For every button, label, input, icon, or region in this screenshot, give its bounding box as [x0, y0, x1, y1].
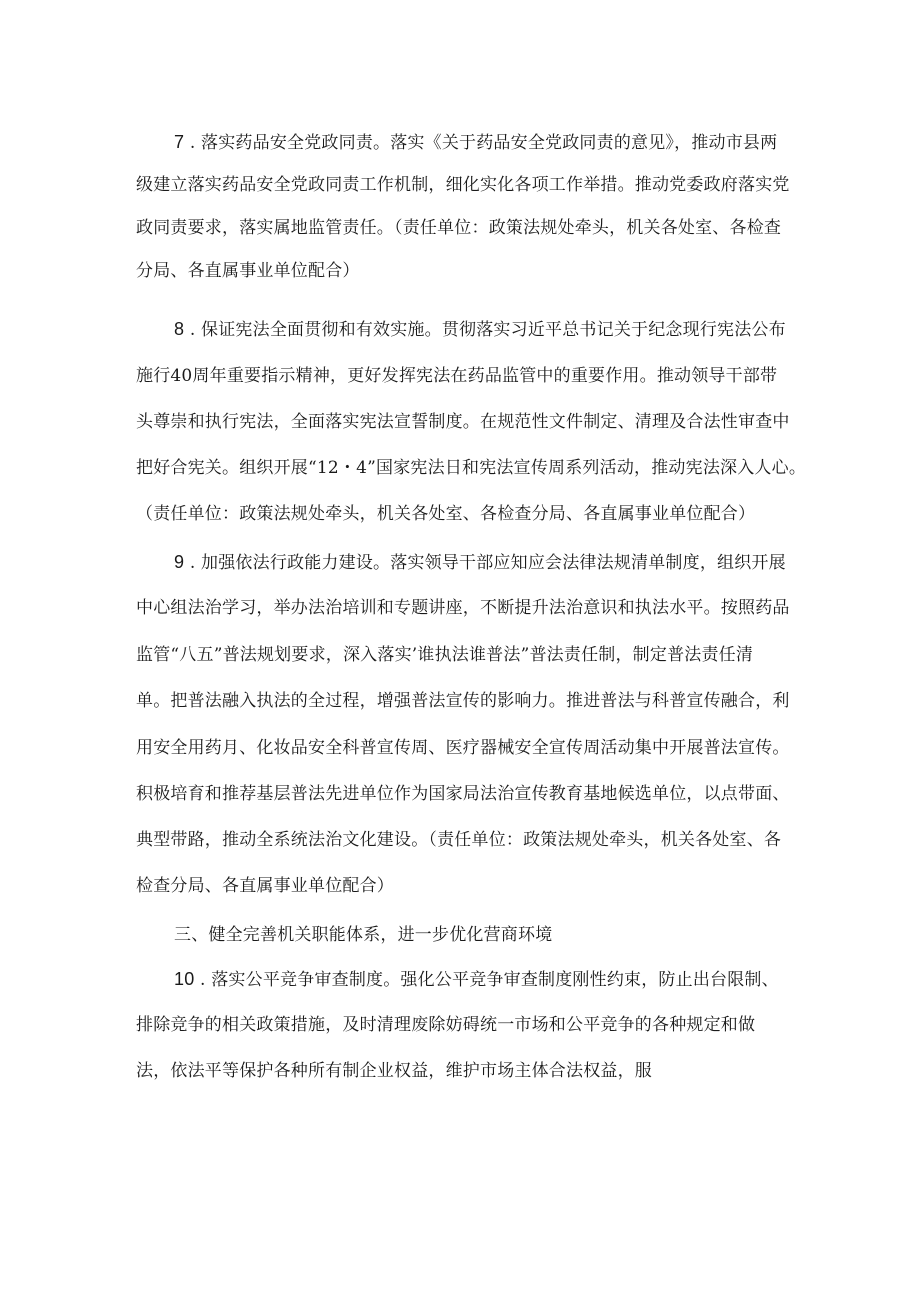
paragraph-text: . 落实公平竞争审查制度。强化公平竞争审查制度刚性约束，防止出台限制、 [194, 970, 779, 990]
item-7-line-4: 分局、各直属事业单位配合） [136, 261, 360, 281]
item-9-line-6: 积极培育和推荐基层普法先进单位作为国家局法治宣传教育基地候选单位，以点带面、 [136, 784, 790, 804]
paragraph-text: . 落实药品安全党政同责。落实《关于药品安全党政同责的意见》，推动市县两 [184, 133, 778, 153]
item-10-line-3: 法，依法平等保护各种所有制企业权益，维护市场主体合法权益，服 [136, 1061, 652, 1081]
item-8-line-4: 把好合宪关。组织开展“12・4”国家宪法日和宪法宣传周系列活动，推动宪法深入人心。 [136, 458, 807, 478]
item-8-line-2: 施行40周年重要指示精神，更好发挥宪法在药品监管中的重要作用。推动领导干部带 [136, 366, 778, 386]
item-9-line-2: 中心组法治学习，举办法治培训和专题讲座，不断提升法治意识和执法水平。按照药品 [136, 598, 790, 618]
item-9-line-7: 典型带路，推动全系统法治文化建设。（责任单位：政策法规处牵头，机关各处室、各 [136, 830, 782, 850]
item-7-line-2: 级建立落实药品安全党政同责工作机制，细化实化各项工作举措。推动党委政府落实党 [136, 175, 790, 195]
item-8-line-3: 头尊崇和执行宪法，全面落实宪法宣誓制度。在规范性文件制定、清理及合法性审查中 [136, 412, 790, 432]
item-8-line-1 [174, 314, 824, 344]
item-7-line-3: 政同责要求，落实属地监管责任。（责任单位：政策法规处牵头，机关各处室、各检查 [136, 218, 782, 238]
item-9-line-5: 用安全用药月、化妆品安全科普宣传周、医疗器械安全宣传周活动集中开展普法宣传。 [136, 738, 790, 758]
section-heading: 三、健全完善机关职能体系，进一步优化营商环境 [174, 925, 553, 945]
paragraph-text: . 加强依法行政能力建设。落实领导干部应知应会法律法规清单制度，组织开展 [184, 553, 786, 573]
item-number: 9 [174, 552, 185, 572]
item-9-line-3: 监管“八五”普法规划要求，深入落实’谁执法谁普法”普法责任制，制定普法责任清 [136, 645, 754, 665]
item-number: 10 [174, 969, 195, 989]
item-10-line-1 [174, 964, 824, 994]
item-number: 8 [174, 319, 185, 339]
item-9-line-4: 单。把普法融入执法的全过程，增强普法宣传的影响力。推进普法与科普宣传融合，利 [136, 691, 790, 711]
item-7-line-1 [174, 127, 824, 157]
paragraph-text: . 保证宪法全面贯彻和有效实施。贯彻落实习近平总书记关于纪念现行宪法公布 [184, 320, 786, 340]
item-8-line-5: （责任单位：政策法规处牵头，机关各处室、各检查分局、各直属事业单位配合） [136, 504, 756, 524]
item-number: 7 [174, 132, 185, 152]
item-9-line-8: 检查分局、各直属事业单位配合） [136, 876, 394, 896]
item-10-line-2: 排除竞争的相关政策措施，及时清理废除妨碍统一市场和公平竞争的各种规定和做 [136, 1015, 756, 1035]
item-9-line-1 [174, 547, 824, 577]
